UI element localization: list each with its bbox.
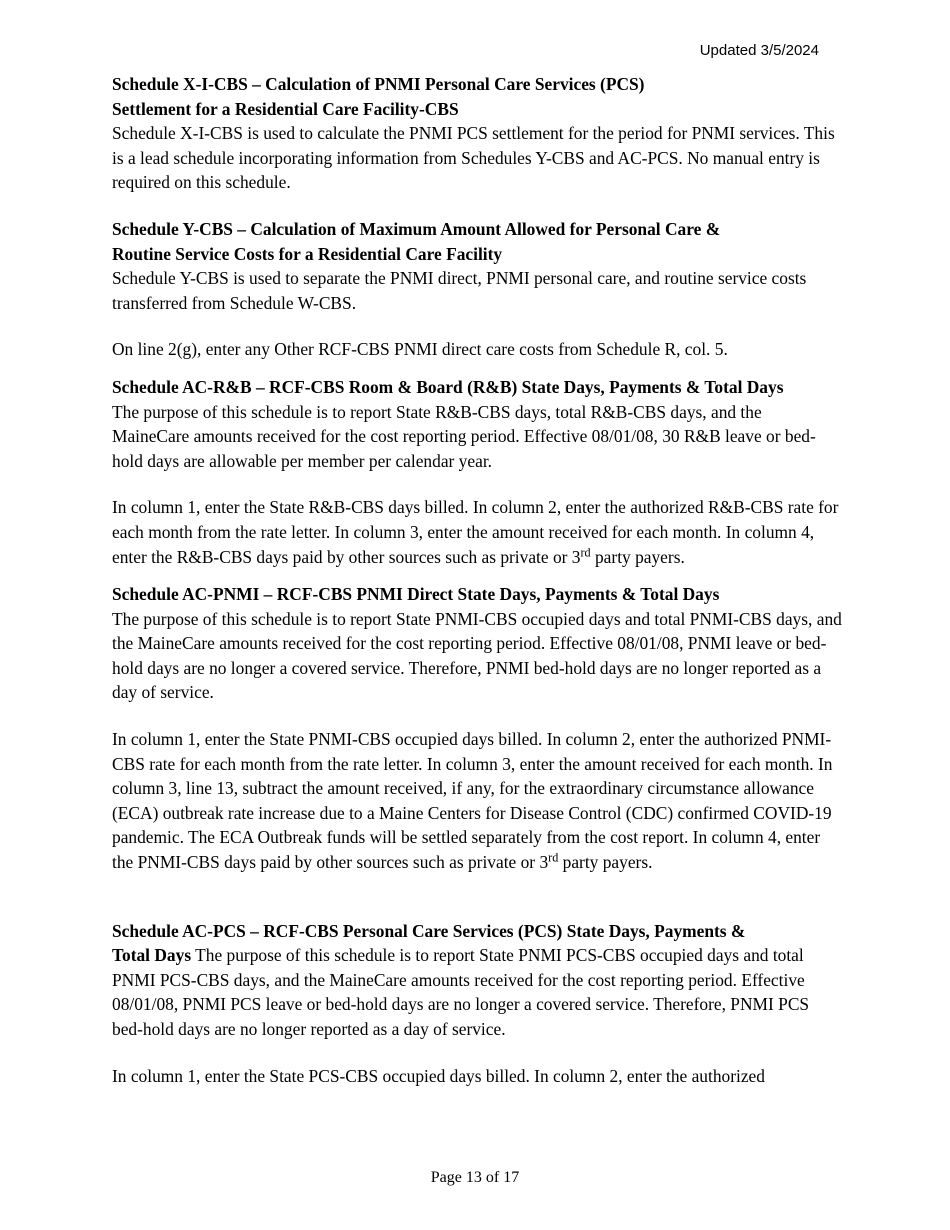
section-paragraph: On line 2(g), enter any Other RCF-CBS PNMI direct care costs from Schedule R, col. 5.: [112, 339, 728, 360]
section-heading: Schedule AC-PCS – RCF-CBS Personal Care Services (PCS) State Days, Payments &: [112, 920, 746, 941]
section-paragraph: In column 1, enter the State PCS-CBS occupied days billed. In column 2, enter the authorized: [112, 1065, 765, 1086]
section-paragraph: In column 1, enter the State PNMI-CBS occupied days billed. In column 2, enter the authorized PNMI- CBS rate for each month from the rate letter. In column 3, enter the amount received for each month. In column 3, line 13, subtract the amount received, if any, for the extraordinary circumstance allowance (ECA) outbreak rate increase due to a Maine Centers for Disease Control (CDC) confirmed COVID-19 pandemic. The ECA Outbreak funds will be settled separately from the cost report. In column 4, enter the PNMI-CBS days paid by other sources such as private or 3rd party payers.: [112, 729, 833, 873]
section-paragraph: In column 1, enter the State R&B-CBS days billed. In column 2, enter the authorized R&B-CBS rate for each month from the rate letter. In column 3, enter the amount received for each month. In column 4, enter the R&B-CBS days paid by other sources such as private or 3rd party payers.: [112, 497, 839, 567]
section-heading: Schedule X-I-CBS – Calculation of PNMI Personal Care Services (PCS): [112, 74, 645, 94]
ordinal-superscript: rd: [580, 544, 591, 559]
section-paragraph: Schedule Y-CBS is used to separate the PNMI direct, PNMI personal care, and routine service costs transferred from Schedule W-CBS.: [112, 268, 807, 313]
section-paragraph: The purpose of this schedule is to report State R&B-CBS days, total R&B-CBS days, and the MaineCare amounts received for the cost reporting period. Effective 08/01/08, 30 R&B leave or bed-hold days are allowable per member per calendar year.: [112, 401, 816, 471]
section-schedule-ac-rb: [112, 375, 842, 569]
section-heading: Schedule Y-CBS – Calculation of Maximum Amount Allowed for Personal Care &: [112, 218, 721, 239]
section-paragraph: The purpose of this schedule is to report State PNMI-CBS occupied days and total PNMI-CBS days, and the MaineCare amounts received for the cost reporting period. Effective 08/01/08, PNMI leave or bed- hold days are no longer a covered service. Therefore, PNMI bed-hold days are no longer reported as a day of service.: [112, 608, 842, 703]
section-heading: Schedule AC-PNMI – RCF-CBS PNMI Direct State Days, Payments & Total Days: [112, 584, 720, 605]
section-paragraph: Total Days The purpose of this schedule is to report State PNMI PCS-CBS occupied days and total PNMI PCS-CBS days, and the MaineCare amounts received for the cost reporting period. Effective 08/01/08, PNMI PCS leave or bed-hold days are no longer a covered service. Therefore, PNMI PCS bed-hold days are no longer reported as a day of service.: [112, 945, 810, 1039]
section-heading: Schedule AC-R&B – RCF-CBS Room & Board (R&B) State Days, Payments & Total Days: [112, 376, 784, 397]
section-heading-continued: Routine Service Costs for a Residential Care Facility: [112, 243, 503, 264]
section-schedule-x-i-cbs: [112, 72, 842, 195]
document-body: [112, 72, 842, 1088]
updated-date: Updated 3/5/2024: [699, 42, 819, 59]
section-schedule-y-cbs: [112, 217, 842, 362]
section-heading-continued: Settlement for a Residential Care Facility-CBS: [112, 98, 459, 119]
section-schedule-ac-pcs: [112, 919, 842, 1089]
section-schedule-ac-pnmi: [112, 582, 842, 875]
ordinal-superscript: rd: [548, 850, 559, 865]
page-number: Page 13 of 17: [430, 1169, 520, 1186]
section-heading-inline: Total Days: [112, 945, 192, 966]
section-paragraph: Schedule X-I-CBS is used to calculate the PNMI PCS settlement for the period for PNMI services. This is a lead schedule incorporating information from Schedules Y-CBS and AC-PCS. No manual entry is required on this schedule.: [112, 123, 835, 193]
